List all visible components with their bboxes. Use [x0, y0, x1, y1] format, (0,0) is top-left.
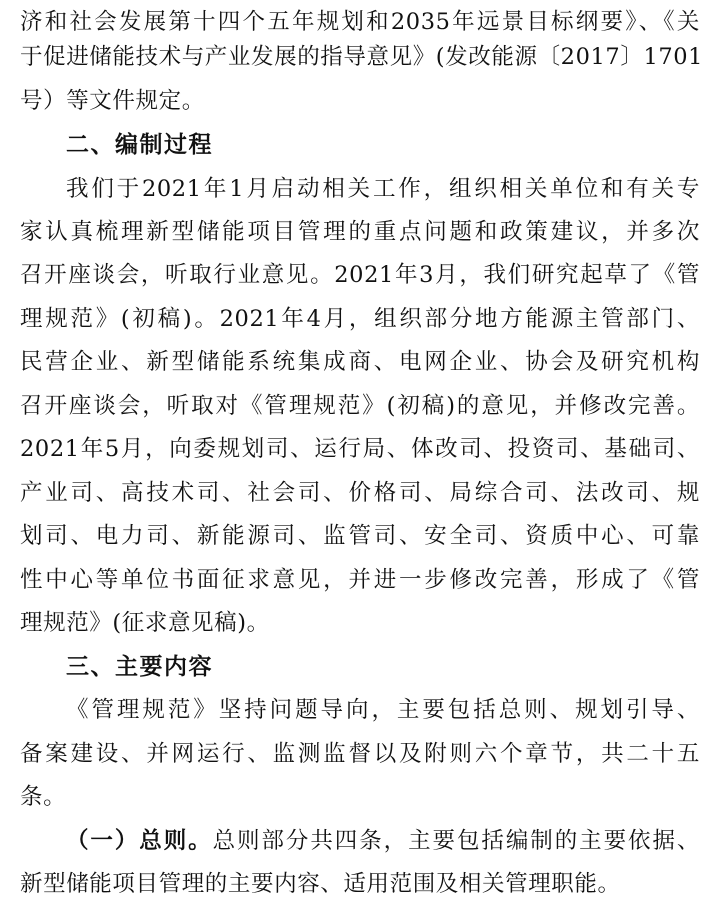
paragraph-line: 新型储能项目管理的主要内容、适用范围及相关管理职能。 — [20, 871, 621, 897]
paragraph-line: 济和社会发展第十四个五年规划和2035年远景目标纲要》、《关 — [20, 9, 700, 35]
subsection-lead-general-provisions: （一）总则。 — [66, 828, 213, 854]
paragraph-line: 家认真梳理新型储能项目管理的重点问题和政策建议，并多次 — [20, 219, 700, 245]
paragraph-line: 民营企业、新型储能系统集成商、电网企业、协会及研究机构 — [20, 349, 700, 375]
paragraph-line: 于促进储能技术与产业发展的指导意见》(发改能源〔2017〕1701 — [20, 44, 704, 70]
paragraph-line: 理规范》(征求意见稿)。 — [20, 610, 270, 636]
paragraph-line: 备案建设、并网运行、监测监督以及附则六个章节，共二十五 — [20, 741, 700, 767]
paragraph-line: 理规范》(初稿)。2021年4月，组织部分地方能源主管部门、 — [20, 306, 700, 332]
paragraph-line: 召开座谈会，听取行业意见。2021年3月，我们研究起草了《管 — [20, 262, 700, 288]
paragraph-text: 总则部分共四条，主要包括编制的主要依据、 — [212, 828, 700, 854]
paragraph-line: 2021年5月，向委规划司、运行局、体改司、投资司、基础司、 — [20, 436, 700, 462]
paragraph-line: 召开座谈会，听取对《管理规范》(初稿)的意见，并修改完善。 — [20, 393, 700, 419]
paragraph-line: 划司、电力司、新能源司、监管司、安全司、资质中心、可靠 — [20, 523, 700, 549]
paragraph-line: 号）等文件规定。 — [20, 88, 205, 114]
paragraph-line: 性中心等单位书面征求意见，并进一步修改完善，形成了《管 — [20, 567, 700, 593]
section-heading-compilation-process: 二、编制过程 — [66, 132, 213, 158]
paragraph-line: 产业司、高技术司、社会司、价格司、局综合司、法改司、规 — [20, 480, 700, 506]
paragraph-line: 条。 — [20, 784, 67, 810]
section-heading-main-content: 三、主要内容 — [66, 654, 213, 680]
paragraph-line: 我们于2021年1月启动相关工作，组织相关单位和有关专 — [66, 176, 700, 202]
paragraph-line: 《管理规范》坚持问题导向，主要包括总则、规划引导、 — [66, 697, 700, 723]
paragraph-line-general-provisions — [66, 819, 700, 863]
